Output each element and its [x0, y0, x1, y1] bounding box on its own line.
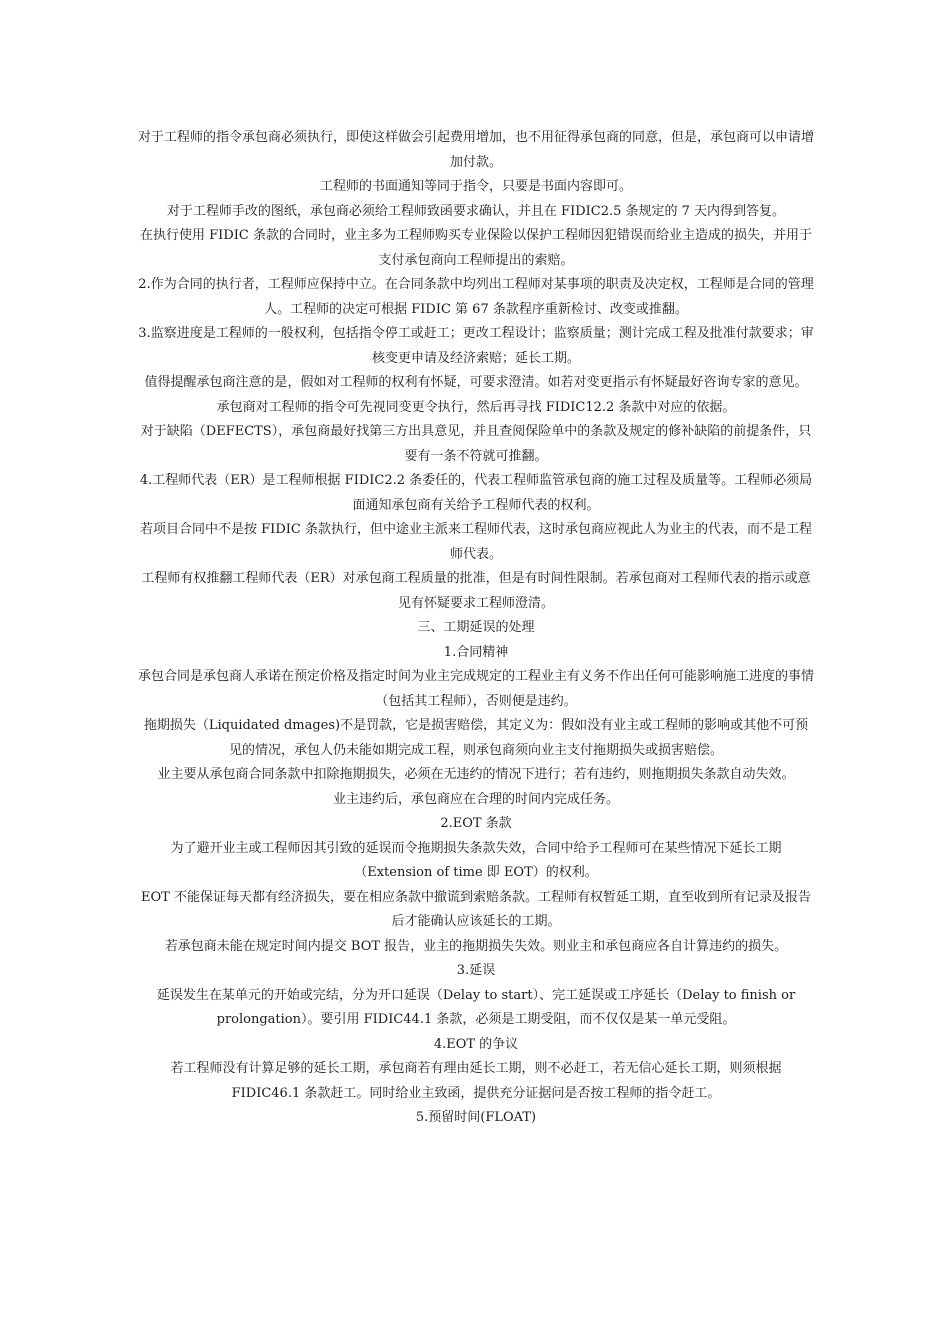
- paragraph: EOT 不能保证每天都有经济损失，要在相应条款中撤谎到索赔条款。工程师有权暂延工期，直至收到所有记录及报告后才能确认应该延长的工期。: [141, 889, 811, 929]
- paragraph: 承包商对工程师的指令可先视同变更令执行，然后再寻找 FIDIC12.2 条款中对应的依据。: [216, 399, 736, 415]
- paragraph: 拖期损失（Liquidated dmages)不是罚款，它是损害赔偿，其定义为：假如没有业主或工程师的影响或其他不可预见的情况，承包人仍未能如期完成工程，则承包商须向业主支付拖期损失或损害赔偿。: [143, 718, 809, 758]
- paragraph: 业主违约后，承包商应在合理的时间内完成任务。: [332, 791, 619, 807]
- section-heading: 三、工期延误的处理: [417, 620, 535, 635]
- paragraph: 业主要从承包商合同条款中扣除拖期损失，必须在无违约的情况下进行；若有违约，则拖期损失条款自动失效。: [157, 767, 795, 782]
- paragraph: 为了避开业主或工程师因其引致的延误而令拖期损失条款失效，合同中给予工程师可在某些情况下延长工期（Extension of time 即 EOT）的权利。: [170, 840, 782, 880]
- subsection-heading: 2.EOT 条款: [440, 816, 512, 831]
- paragraph: 对于工程师手改的图纸，承包商必须给工程师致函要求确认，并且在 FIDIC2.5 条规定的 7 天内得到答复。: [166, 203, 786, 219]
- paragraph: 在执行使用 FIDIC 条款的合同时，业主多为工程师购买专业保险以保护工程师因犯错误而给业主造成的损失，并用于支付承包商向工程师提出的索赔。: [140, 228, 812, 268]
- subsection-heading: 4.EOT 的争议: [433, 1036, 519, 1052]
- subsection-heading: 1.合同精神: [443, 644, 509, 660]
- paragraph: 3.监察进度是工程师的一般权利，包括指令停工或赶工；更改工程设计；监察质量；测计完成工程及批准付款要求；审核变更申请及经济索赔；延长工期。: [138, 326, 814, 366]
- subsection-heading: 5.预留时间(FLOAT): [415, 1110, 537, 1125]
- paragraph: 承包合同是承包商人承诺在预定价格及指定时间为业主完成规定的工程业主有义务不作出任何可能影响施工进度的事情（包括其工程师），否则便是违约。: [138, 669, 815, 709]
- subsection-heading: 3.延误: [456, 963, 496, 978]
- paragraph: 值得提醒承包商注意的是，假如对工程师的权利有怀疑，可要求澄清。如若对变更指示有怀疑最好咨询专家的意见。: [144, 375, 808, 390]
- document-body: [138, 126, 814, 1131]
- paragraph: 4.工程师代表（ER）是工程师根据 FIDIC2.2 条委任的，代表工程师监管承包商的施工过程及质量等。工程师必须局面通知承包商有关给予工程师代表的权利。: [139, 473, 813, 513]
- paragraph: 若工程师没有计算足够的延长工期，承包商若有理由延长工期，则不必赶工，若无信心延长工期，则须根据 FIDIC46.1 条款赶工。同时给业主致函，提供充分证据问是否按工程师的指令赶工。: [170, 1061, 782, 1101]
- paragraph: 工程师有权推翻工程师代表（ER）对承包商工程质量的批准，但是有时间性限制。若承包商对工程师代表的指示或意见有怀疑要求工程师澄清。: [141, 571, 811, 611]
- paragraph: 若项目合同中不是按 FIDIC 条款执行，但中途业主派来工程师代表，这时承包商应视此人为业主的代表，而不是工程师代表。: [140, 522, 812, 562]
- paragraph: 延误发生在某单元的开始或完结，分为开口延误（Delay to start）、完工延误或工序延长（Delay to finish or prolongation）。要引用 FIDIC44.1 条款，必须是工期受阻，而不仅仅是某一单元受阻。: [156, 987, 796, 1027]
- paragraph: 2.作为合同的执行者，工程师应保持中立。在合同条款中均列出工程师对某事项的职责及决定权，工程师是合同的管理人。工程师的决定可根据 FIDIC 第 67 条款程序重新检讨、改变或推翻。: [138, 277, 814, 317]
- paragraph: 对于工程师的指令承包商必须执行，即使这样做会引起费用增加，也不用征得承包商的同意，但是，承包商可以申请增加付款。: [138, 130, 815, 170]
- paragraph: 工程师的书面通知等同于指令，只要是书面内容即可。: [319, 179, 632, 194]
- paragraph: 若承包商未能在规定时间内提交 BOT 报告，业主的拖期损失失效。则业主和承包商应各自计算违约的损失。: [164, 938, 788, 954]
- paragraph: 对于缺陷（DEFECTS），承包商最好找第三方出具意见，并且查阅保险单中的条款及规定的修补缺陷的前提条件，只要有一条不符就可推翻。: [140, 424, 812, 464]
